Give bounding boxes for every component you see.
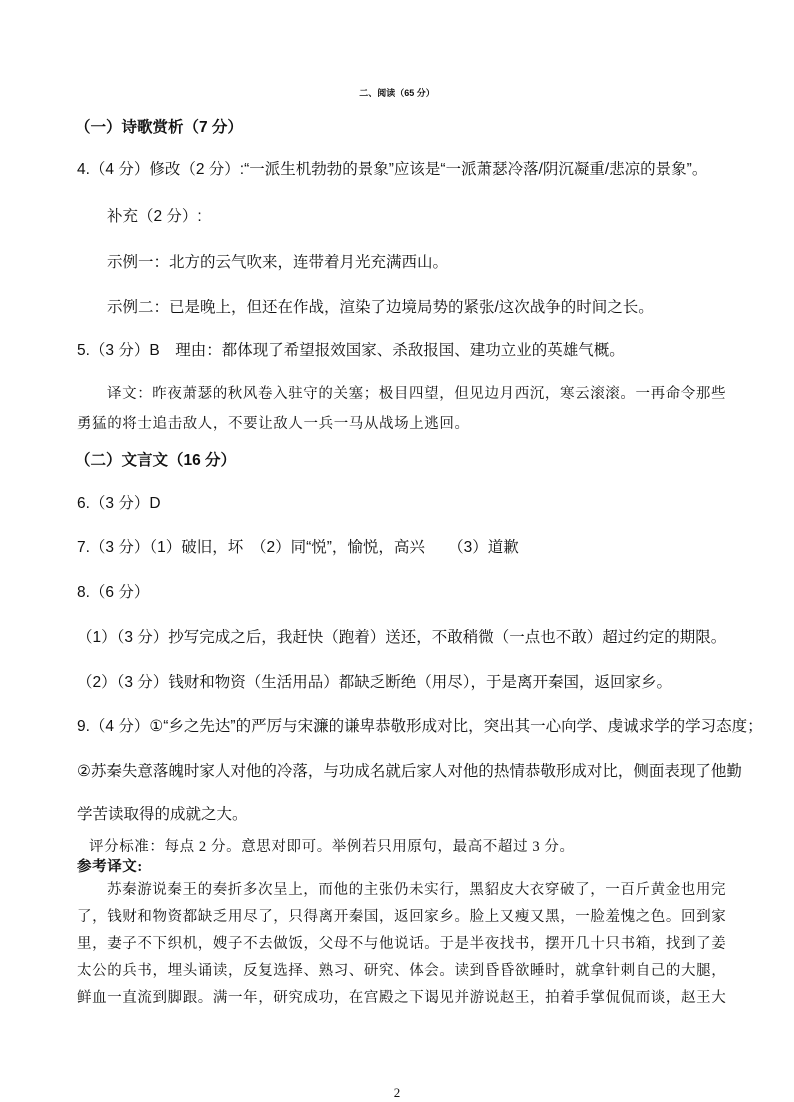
question-4-supplement: 补充（2 分）: [107, 208, 202, 225]
question-8-line: 8.（6 分） [77, 584, 150, 601]
classical-chinese-heading: （二）文言文（16 分） [75, 452, 237, 469]
question-8-part-1: （1）（3 分）抄写完成之后，我赶快（跑着）送还，不敢稍微（一点也不敢）超过约定的期限。 [77, 629, 727, 646]
question-9-line-2: ②苏秦失意落魄时家人对他的冷落，与功成名就后家人对他的热情恭敬形成对比，侧面表现了他勤 [77, 763, 742, 780]
question-4-example-1: 示例一：北方的云气吹来，连带着月光充满西山。 [107, 254, 449, 271]
reference-translation-line-1: 苏秦游说秦王的奏折多次呈上，而他的主张仍未实行，黑貂皮大衣穿破了，一百斤黄金也用完 [107, 882, 727, 898]
reference-translation-line-3: 里，妻子不下织机，嫂子不去做饭，父母不与他说话。于是半夜找书，摆开几十只书箱，找到了姜 [77, 936, 727, 952]
poem-translation-line-2: 勇猛的将士追击敌人，不要让敌人一兵一马从战场上逃回。 [77, 416, 470, 432]
question-9-line-3: 学苦读取得的成就之大。 [77, 806, 248, 823]
question-7-line: 7.（3 分）（1）破旧，坏 （2）同“悦”，愉悦，高兴 （3）道歉 [77, 539, 519, 556]
page-number: 2 [393, 1085, 401, 1100]
question-6-line: 6.（3 分）D [77, 495, 161, 512]
reference-translation-heading: 参考译文: [77, 859, 143, 875]
poetry-heading: （一）诗歌赏析（7 分） [75, 119, 243, 136]
question-9-line-1: 9.（4 分）①“乡之先达”的严厉与宋濂的谦卑恭敬形成对比，突出其一心向学、虔诚求学的学习态度； [77, 718, 763, 735]
section-title: 二、阅读（65 分） [359, 88, 435, 98]
poem-translation-line-1: 译文：昨夜萧瑟的秋风卷入驻守的关塞；极目四望，但见边月西沉，寒云滚滚。一再命令那些 [107, 386, 727, 402]
reference-translation-line-4: 太公的兵书，埋头诵读，反复选择、熟习、研究、体会。读到昏昏欲睡时，就拿针刺自己的大腿， [77, 963, 727, 979]
question-4-line: 4.（4 分）修改（2 分）:“一派生机勃勃的景象”应该是“一派萧瑟冷落/阴沉凝重/悲凉的景象”。 [77, 161, 708, 178]
scoring-criteria: 评分标准：每点 2 分。意思对即可。举例若只用原句，最高不超过 3 分。 [89, 839, 575, 855]
reference-translation-line-5: 鲜血一直流到脚跟。满一年，研究成功，在宫殿之下谒见并游说赵王，拍着手掌侃侃而谈，赵王大 [77, 990, 727, 1006]
question-8-part-2: （2）（3 分）钱财和物资（生活用品）都缺乏断绝（用尽），于是离开秦国，返回家乡。 [77, 674, 673, 691]
question-5-line: 5.（3 分）B 理由：都体现了希望报效国家、杀敌报国、建功立业的英雄气概。 [77, 342, 625, 359]
reference-translation-line-2: 了，钱财和物资都缺乏用尽了，只得离开秦国，返回家乡。脸上又瘦又黑，一脸羞愧之色。回到家 [77, 909, 727, 925]
question-4-example-2: 示例二：已是晚上，但还在作战，渲染了边境局势的紧张/这次战争的时间之长。 [107, 299, 654, 316]
